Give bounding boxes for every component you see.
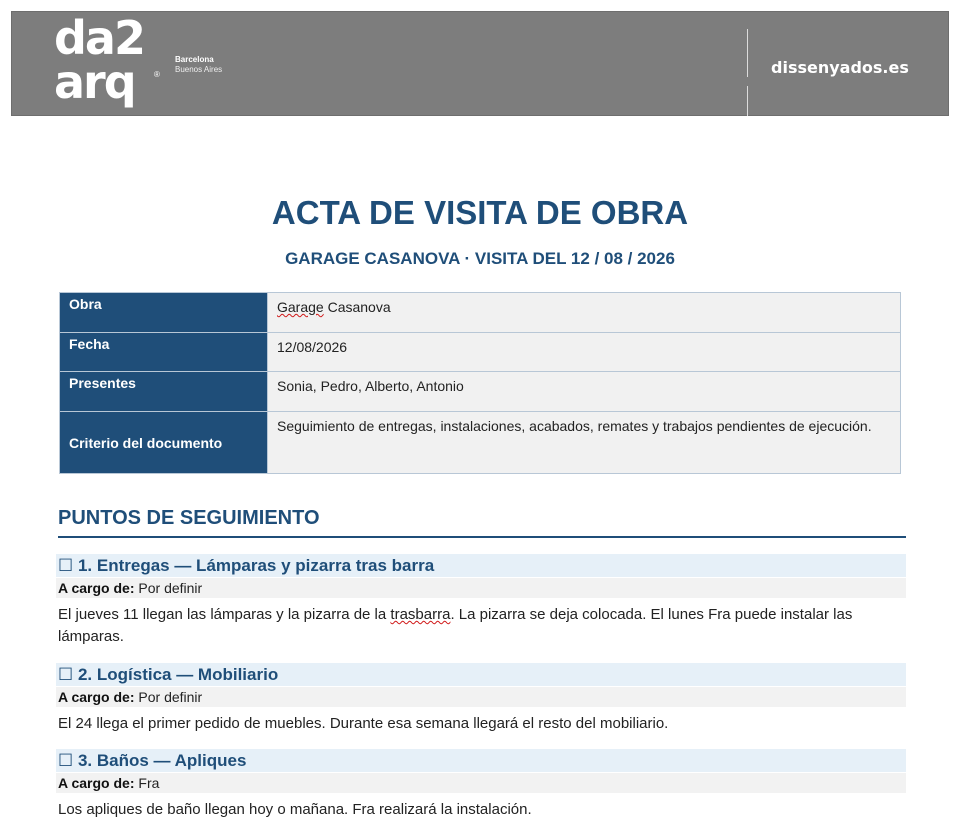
- document-title: ACTA DE VISITA DE OBRA: [271, 194, 689, 231]
- info-label: Presentes: [60, 372, 268, 412]
- info-value: 12/08/2026: [268, 333, 901, 372]
- info-label: Obra: [60, 293, 268, 333]
- item-title[interactable]: ☐ 1. Entregas — Lámparas y pizarra tras barra: [56, 554, 906, 577]
- owner-label: A cargo de:: [58, 580, 135, 596]
- owner-label: A cargo de:: [58, 689, 135, 705]
- owner-label: A cargo de:: [58, 775, 135, 791]
- info-row-fecha: [60, 333, 901, 372]
- info-value-text: Casanova: [323, 299, 391, 315]
- spellcheck-flag: Garage: [277, 299, 324, 315]
- info-label: Fecha: [60, 333, 268, 372]
- registered-mark: ®: [154, 70, 160, 79]
- header-banner: [11, 11, 949, 116]
- info-row-obra: [60, 293, 901, 333]
- item-owner: [56, 687, 906, 707]
- owner-value: Por definir: [138, 689, 203, 705]
- info-row-criterio: [60, 412, 901, 474]
- item-title[interactable]: ☐ 2. Logística — Mobiliario: [56, 663, 906, 686]
- logo-line-1: da2: [54, 11, 144, 65]
- company-logo: [54, 11, 144, 109]
- item-description: Los apliques de baño llegan hoy o mañana. Fra realizará la instalación.: [58, 801, 532, 818]
- info-row-presentes: [60, 372, 901, 412]
- item-title[interactable]: ☐ 3. Baños — Apliques: [56, 749, 906, 772]
- logo-city-barcelona: Barcelona: [175, 55, 214, 64]
- description-text: El jueves 11 llegan las lámparas y la pizarra de la: [58, 606, 391, 623]
- info-value: Seguimiento de entregas, instalaciones, acabados, remates y trabajos pendientes de ejecución.: [268, 412, 901, 474]
- info-value: Sonia, Pedro, Alberto, Antonio: [268, 372, 901, 412]
- section-heading: PUNTOS DE SEGUIMIENTO: [58, 507, 906, 538]
- info-value: [268, 293, 901, 333]
- item-owner: [56, 578, 906, 598]
- spellcheck-flag: trasbarra: [390, 606, 451, 623]
- info-table: [59, 292, 901, 474]
- owner-value: Fra: [138, 775, 160, 791]
- logo-line-2: arq: [54, 55, 135, 109]
- item-owner: [56, 773, 906, 793]
- info-label: Criterio del documento: [60, 412, 268, 474]
- banner-divider: [747, 86, 748, 116]
- banner-divider: [747, 29, 748, 77]
- brand-name: dissenyados.es: [771, 58, 909, 77]
- logo-city-buenos-aires: Buenos Aires: [175, 65, 223, 74]
- item-description: El 24 llega el primer pedido de muebles. Durante esa semana llegará el resto del mobiliario.: [58, 715, 669, 732]
- document-subtitle: GARAGE CASANOVA · VISITA DEL 12 / 08 / 2026: [285, 249, 675, 268]
- item-description: [58, 604, 906, 648]
- owner-value: Por definir: [138, 580, 203, 596]
- description-text: . La pizarra se deja colocada. El lunes Fra puede instalar las lámparas.: [58, 606, 853, 645]
